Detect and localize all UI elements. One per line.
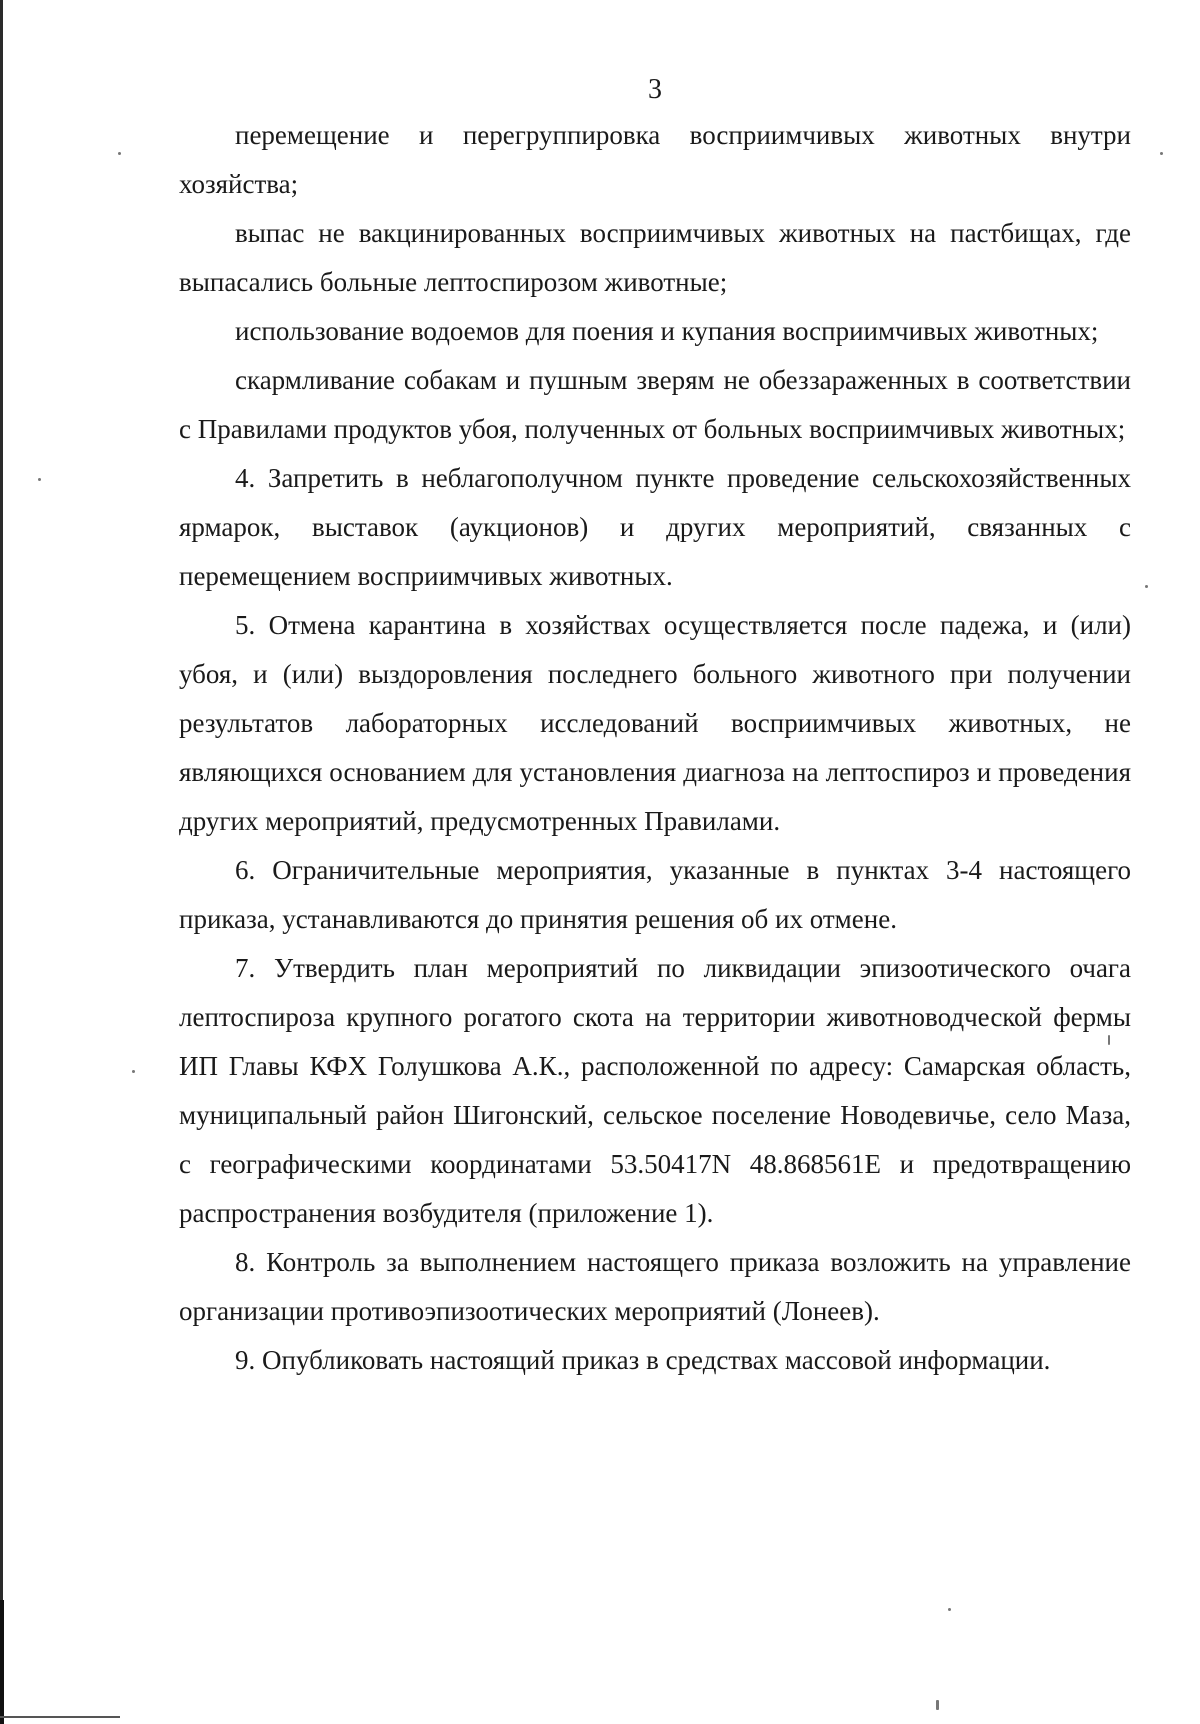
scan-speck	[1160, 152, 1163, 155]
paragraph: 6. Ограничительные мероприятия, указанные в пунктах 3-4 настоящего приказа, устанавливаются до принятия решения об их отмене.	[179, 855, 1131, 934]
paragraph: 7. Утвердить план мероприятий по ликвидации эпизоотического очага лептоспироза крупного рогатого скота на территории животноводческой фермы ИП Главы КФХ Голушкова А.К., расположенной по адресу: Самарская область, муниципальный район Шигонский, сельское поселение Новодевичье, село Маза, с географическими координатами 53.50417N 48.868561E и предотвращению распространения возбудителя (приложение 1).	[179, 953, 1131, 1228]
paragraph: скармливание собакам и пушным зверям не обеззараженных в соответствии с Правилами продуктов убоя, полученных от больных восприимчивых животных;	[179, 365, 1131, 444]
scan-speck	[132, 1070, 135, 1073]
scan-line-bottom	[0, 1716, 120, 1718]
paragraph: 4. Запретить в неблагополучном пункте проведение сельскохозяйственных ярмарок, выставок (аукционов) и других мероприятий, связанных с перемещением восприимчивых животных.	[179, 463, 1131, 591]
paragraph: выпас не вакцинированных восприимчивых животных на пастбищах, где выпасались больные лептоспирозом животные;	[179, 218, 1131, 297]
page-number: 3	[648, 74, 662, 105]
paragraph: 9. Опубликовать настоящий приказ в средствах массовой информации.	[235, 1345, 1051, 1375]
document-body	[179, 111, 1131, 1385]
paragraph: 8. Контроль за выполнением настоящего приказа возложить на управление организации противоэпизоотических мероприятий (Лонеев).	[179, 1247, 1131, 1326]
scan-speck	[118, 152, 121, 155]
scan-speck	[936, 1700, 939, 1710]
scan-speck	[1145, 585, 1148, 588]
paragraph: 5. Отмена карантина в хозяйствах осуществляется после падежа, и (или) убоя, и (или) выздоровления последнего больного животного при получении результатов лабораторных исследований восприимчивых животных, не являющихся основанием для установления диагноза на лептоспироз и проведения других мероприятий, предусмотренных Правилами.	[179, 610, 1131, 836]
paragraph: использование водоемов для поения и купания восприимчивых животных;	[235, 316, 1099, 346]
scan-speck	[948, 1608, 951, 1611]
paragraph: перемещение и перегруппировка восприимчивых животных внутри хозяйства;	[179, 120, 1131, 199]
scan-edge-left	[0, 0, 3, 1724]
scan-edge-left-bottom	[0, 1600, 4, 1724]
scan-speck	[38, 478, 41, 481]
